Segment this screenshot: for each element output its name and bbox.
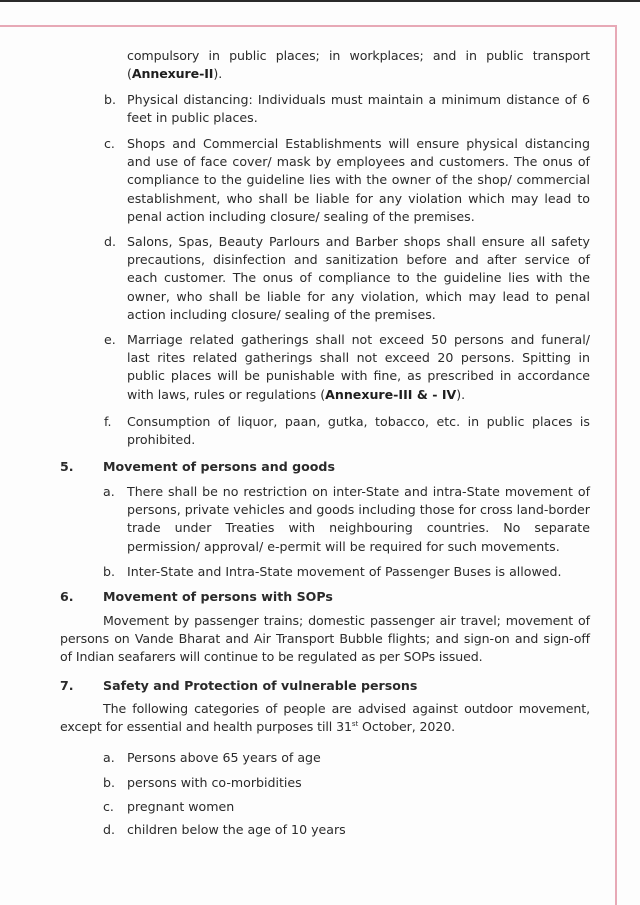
section-number: 7. bbox=[60, 678, 74, 693]
list-marker: b. bbox=[104, 92, 116, 107]
item-a-tail bbox=[127, 47, 590, 83]
list-item-text: Inter-State and Intra-State movement of Passenger Buses is allowed. bbox=[127, 564, 562, 579]
list-marker: e. bbox=[104, 332, 116, 347]
section-7-paragraph: The following categories of people are advised against outdoor movement, except for essential and health purposes till 31st October, 2020. bbox=[60, 701, 590, 735]
list-item-text: Physical distancing: Individuals must maintain a minimum distance of 6 feet in public places. bbox=[127, 92, 590, 126]
annexure-iii-iv-ref: Annexure-III & - IV bbox=[325, 386, 457, 402]
list-marker: c. bbox=[104, 136, 115, 151]
ordinal-suffix: st bbox=[351, 720, 359, 729]
section-6-paragraph: Movement by passenger trains; domestic passenger air travel; movement of persons on Vande Bharat and Air Transport Bubble flights; and sign-on and sign-off of Indian seafarers will continue to be regulated as per SOPs issued. bbox=[60, 613, 590, 665]
item-a-tail-text: compulsory in public places; in workplaces; and in public transport bbox=[127, 48, 590, 63]
list-marker: d. bbox=[103, 822, 115, 837]
list-item-text: Persons above 65 years of age bbox=[127, 750, 321, 765]
list-marker: b. bbox=[103, 564, 115, 579]
list-marker: b. bbox=[103, 775, 115, 790]
section-title: Movement of persons and goods bbox=[103, 459, 335, 474]
list-marker: a. bbox=[103, 750, 115, 765]
list-marker: a. bbox=[103, 484, 115, 499]
list-item-text: persons with co-morbidities bbox=[127, 775, 302, 790]
section-number: 5. bbox=[60, 459, 74, 474]
list-item-text: Salons, Spas, Beauty Parlours and Barber shops shall ensure all safety precautions, disinfection and sanitization before and after service of each customer. The onus of compliance to the guideline lies with the owner, who shall be liable for any violation, which may lead to penal action including closure/ sealing of the premises. bbox=[127, 234, 590, 322]
list-item-text: Consumption of liquor, paan, gutka, tobacco, etc. in public places is prohibited. bbox=[127, 414, 590, 448]
section-title: Movement of persons with SOPs bbox=[103, 589, 333, 604]
section-number: 6. bbox=[60, 589, 74, 604]
list-marker: c. bbox=[103, 799, 114, 814]
list-item-text: Marriage related gatherings shall not exceed 50 persons and funeral/ last rites related gatherings shall not exceed 20 persons. Spitting in public places will be punishable with fine, as prescribed in accordance with laws, rules or regulations (Annexure-III & - IV). bbox=[127, 332, 590, 402]
section-title: Safety and Protection of vulnerable persons bbox=[103, 678, 418, 693]
list-marker: f. bbox=[104, 414, 112, 429]
list-item-text: There shall be no restriction on inter-State and intra-State movement of persons, private vehicles and goods including those for cross land-border trade under Treaties with neighbouring countries. No separate permission/ approval/ e-permit will be required for such movements. bbox=[127, 484, 590, 554]
list-item-text: children below the age of 10 years bbox=[127, 822, 346, 837]
list-item-text: pregnant women bbox=[127, 799, 235, 814]
top-bar bbox=[0, 0, 640, 2]
list-marker: d. bbox=[104, 234, 116, 249]
list-item-text: Shops and Commercial Establishments will ensure physical distancing and use of face cover/ mask by employees and customers. The onus of compliance to the guideline lies with the owner of the shop/ commercial establishment, who shall be liable for any violation which may lead to penal action including closure/ sealing of the premises. bbox=[127, 136, 590, 224]
item-a-annex-ref: (Annexure-II). bbox=[127, 66, 223, 82]
annexure-ii-ref: Annexure-II bbox=[131, 66, 214, 82]
